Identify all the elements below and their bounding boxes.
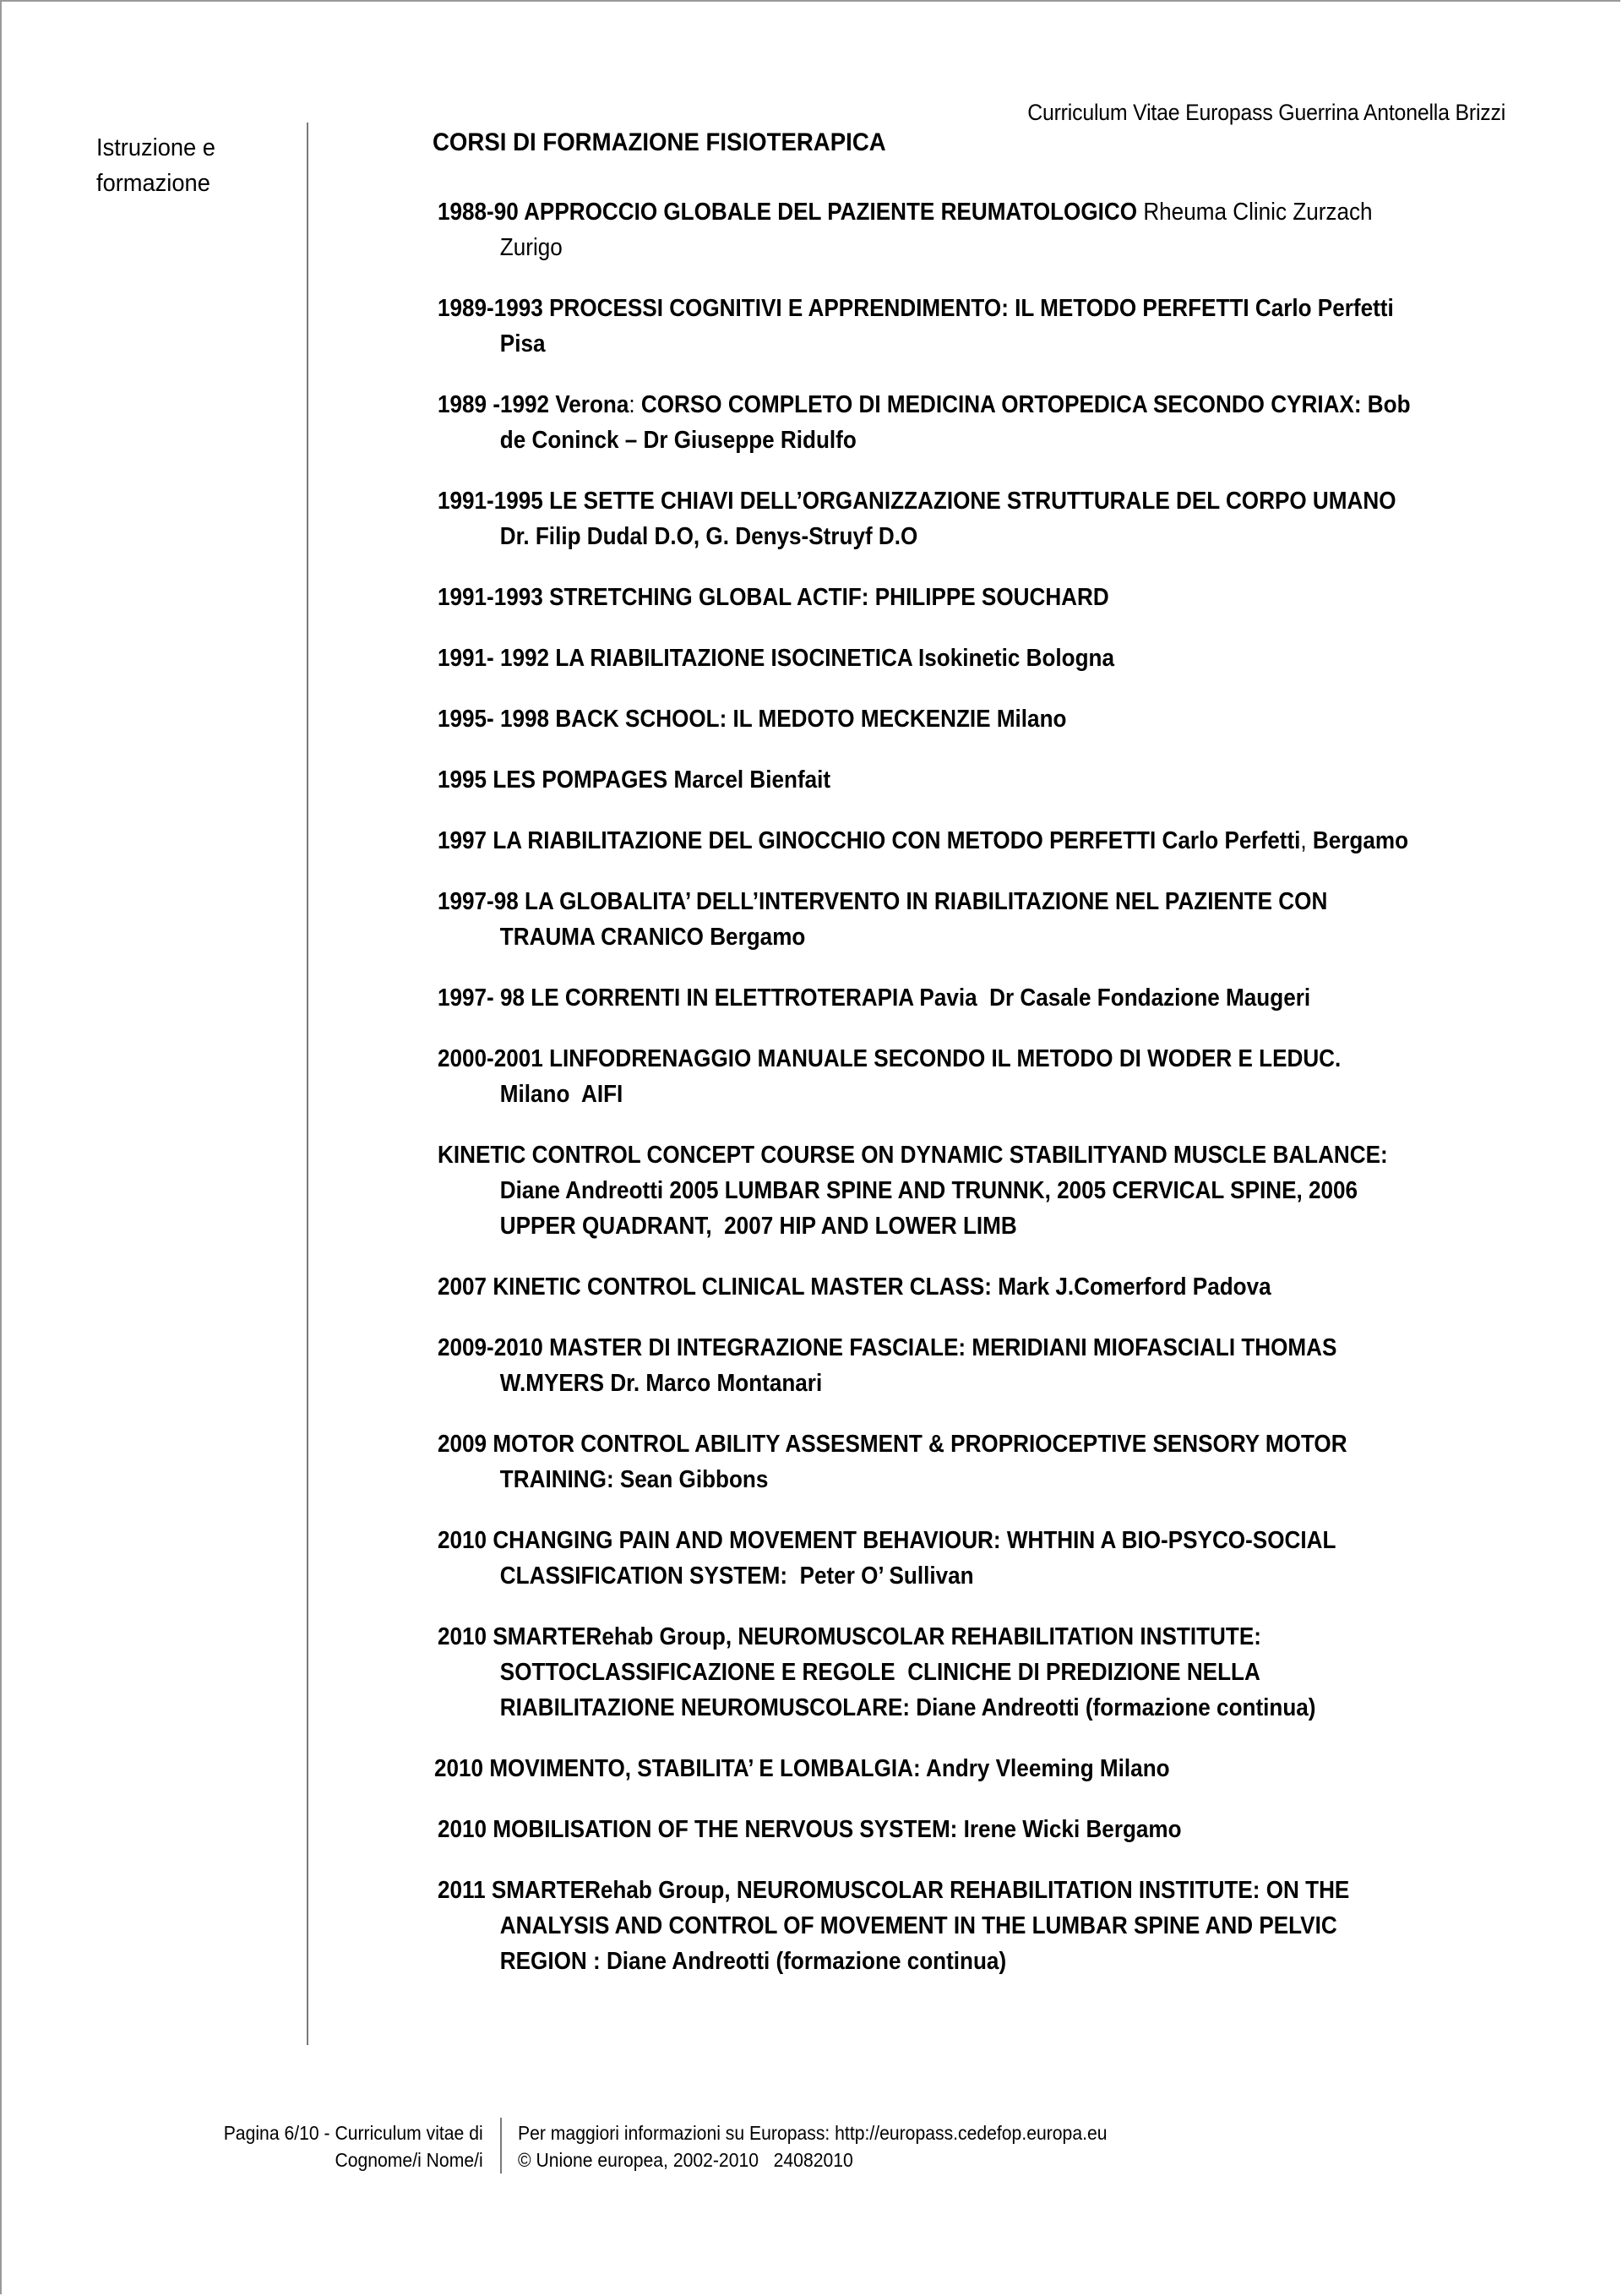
course-line-2: de Coninck – Dr Giuseppe Ridulfo bbox=[499, 427, 857, 454]
course-line-1: 1989-1993 PROCESSI COGNITIVI E APPRENDIMENTO: IL METODO PERFETTI Carlo Perfetti bbox=[438, 295, 1394, 322]
course-location: Rheuma Clinic Zurzach bbox=[1137, 199, 1373, 226]
course-line-1: 1997- 98 LE CORRENTI IN ELETTROTERAPIA Pavia Dr Casale Fondazione Maugeri bbox=[438, 984, 1311, 1012]
footer-cv-owner: Cognome/i Nome/i bbox=[335, 2149, 483, 2171]
course-location-cont: Zurigo bbox=[499, 234, 563, 261]
section-side-label bbox=[96, 130, 279, 201]
course-line-2: SOTTOCLASSIFICAZIONE E REGOLE CLINICHE DI PREDIZIONE NELLA bbox=[499, 1659, 1260, 1686]
course-entry bbox=[438, 1041, 1610, 1112]
course-entry bbox=[438, 823, 1610, 859]
course-entry bbox=[438, 762, 1610, 798]
course-entry bbox=[438, 1137, 1610, 1244]
course-line-1: 2007 KINETIC CONTROL CLINICAL MASTER CLASS: Mark J.Comerford Padova bbox=[438, 1273, 1271, 1301]
course-line-1a: 1989 -1992 Verona bbox=[438, 391, 629, 418]
course-line-2: Diane Andreotti 2005 LUMBAR SPINE AND TRUNNK, 2005 CERVICAL SPINE, 2006 bbox=[499, 1177, 1358, 1204]
course-entry bbox=[438, 387, 1610, 458]
course-line-1: 2010 CHANGING PAIN AND MOVEMENT BEHAVIOUR: WHTHIN A BIO-PSYCO-SOCIAL bbox=[438, 1527, 1336, 1554]
course-entry bbox=[438, 194, 1610, 265]
course-line-3: UPPER QUADRANT, 2007 HIP AND LOWER LIMB bbox=[499, 1213, 1017, 1240]
course-entry bbox=[438, 291, 1610, 362]
course-entry bbox=[438, 1426, 1610, 1497]
course-line-1a: 1997 LA RIABILITAZIONE DEL GINOCCHIO CON METODO PERFETTI Carlo Perfetti bbox=[438, 827, 1301, 854]
course-entry bbox=[438, 580, 1610, 615]
course-line-1: 2000-2001 LINFODRENAGGIO MANUALE SECONDO IL METODO DI WODER E LEDUC. bbox=[438, 1045, 1342, 1072]
course-entry bbox=[438, 1812, 1610, 1847]
course-line-2: Milano AIFI bbox=[499, 1081, 623, 1108]
course-line-1: 2009-2010 MASTER DI INTEGRAZIONE FASCIALE: MERIDIANI MIOFASCIALI THOMAS bbox=[438, 1334, 1337, 1361]
footer-europass-info bbox=[518, 2119, 1108, 2173]
course-line-1: 2009 MOTOR CONTROL ABILITY ASSESMENT & PROPRIOCEPTIVE SENSORY MOTOR bbox=[438, 1431, 1347, 1458]
footer-page-info bbox=[224, 2119, 483, 2173]
course-line-2: ANALYSIS AND CONTROL OF MOVEMENT IN THE LUMBAR SPINE AND PELVIC bbox=[499, 1912, 1337, 1939]
course-line-2: W.MYERS Dr. Marco Montanari bbox=[499, 1370, 823, 1397]
course-entry bbox=[438, 1523, 1610, 1594]
course-line-2: Dr. Filip Dudal D.O, G. Denys-Struyf D.O bbox=[499, 523, 918, 550]
course-line-1b: CORSO COMPLETO DI MEDICINA ORTOPEDICA SECONDO CYRIAX: Bob bbox=[634, 391, 1411, 418]
course-entry bbox=[434, 1751, 1607, 1786]
course-line-1b: Bergamo bbox=[1306, 827, 1409, 854]
course-line-1: 1997-98 LA GLOBALITA’ DELL’INTERVENTO IN RIABILITAZIONE NEL PAZIENTE CON bbox=[438, 888, 1328, 915]
course-entry bbox=[438, 1619, 1610, 1726]
course-line-2: CLASSIFICATION SYSTEM: Peter O’ Sullivan bbox=[499, 1562, 974, 1590]
side-label-line-1: Istruzione e bbox=[96, 134, 215, 161]
course-entry bbox=[438, 1330, 1610, 1401]
footer-copyright: © Unione europea, 2002-2010 24082010 bbox=[518, 2149, 853, 2171]
course-line-1: 1991- 1992 LA RIABILITAZIONE ISOCINETICA Isokinetic Bologna bbox=[438, 645, 1115, 672]
page-header-title: Curriculum Vitae Europass Guerrina Antonella Brizzi bbox=[1027, 100, 1505, 125]
section-heading: CORSI DI FORMAZIONE FISIOTERAPICA bbox=[433, 128, 886, 156]
course-entry bbox=[438, 980, 1610, 1016]
course-entry bbox=[438, 641, 1610, 676]
course-line-2: TRAUMA CRANICO Bergamo bbox=[499, 924, 806, 951]
footer-divider bbox=[500, 2118, 502, 2173]
course-line-2: TRAINING: Sean Gibbons bbox=[499, 1466, 769, 1493]
course-line-3: RIABILITAZIONE NEUROMUSCOLARE: Diane Andreotti (formazione continua) bbox=[499, 1694, 1316, 1721]
course-line-1: 2010 SMARTERehab Group, NEUROMUSCOLAR REHABILITATION INSTITUTE: bbox=[438, 1623, 1261, 1650]
course-line-1: 1991-1995 LE SETTE CHIAVI DELL’ORGANIZZAZIONE STRUTTURALE DEL CORPO UMANO bbox=[438, 488, 1396, 515]
course-line-1: 1991-1993 STRETCHING GLOBAL ACTIF: PHILIPPE SOUCHARD bbox=[438, 584, 1109, 611]
course-line-1-comma: , bbox=[1300, 827, 1307, 854]
course-entry bbox=[438, 483, 1610, 554]
course-line-3: REGION : Diane Andreotti (formazione continua) bbox=[499, 1948, 1007, 1975]
footer-europass-link: Per maggiori informazioni su Europass: http://europass.cedefop.europa.eu bbox=[518, 2122, 1108, 2144]
course-line-1-colon: : bbox=[629, 391, 635, 418]
course-line-2: Pisa bbox=[499, 330, 546, 357]
course-line-1: 2010 MOBILISATION OF THE NERVOUS SYSTEM: Irene Wicki Bergamo bbox=[438, 1816, 1182, 1843]
side-label-line-2: formazione bbox=[96, 170, 210, 197]
course-entry bbox=[438, 1269, 1610, 1305]
course-entry bbox=[438, 884, 1610, 955]
course-entry bbox=[438, 701, 1610, 737]
course-line-1: KINETIC CONTROL CONCEPT COURSE ON DYNAMIC STABILITYAND MUSCLE BALANCE: bbox=[438, 1142, 1388, 1169]
course-line-1: 1995 LES POMPAGES Marcel Bienfait bbox=[438, 766, 831, 794]
course-line-1: 1995- 1998 BACK SCHOOL: IL MEDOTO MECKENZIE Milano bbox=[438, 706, 1067, 733]
course-line-1: 2010 MOVIMENTO, STABILITA’ E LOMBALGIA: Andry Vleeming Milano bbox=[434, 1755, 1170, 1782]
footer-page-number: Pagina 6/10 - Curriculum vitae di bbox=[224, 2122, 483, 2144]
course-entry bbox=[438, 1873, 1610, 1979]
course-line-1: 2011 SMARTERehab Group, NEUROMUSCOLAR REHABILITATION INSTITUTE: ON THE bbox=[438, 1877, 1350, 1904]
course-list bbox=[434, 194, 1553, 2004]
course-title: 1988-90 APPROCCIO GLOBALE DEL PAZIENTE REUMATOLOGICO bbox=[438, 199, 1138, 226]
vertical-divider bbox=[307, 123, 308, 2045]
